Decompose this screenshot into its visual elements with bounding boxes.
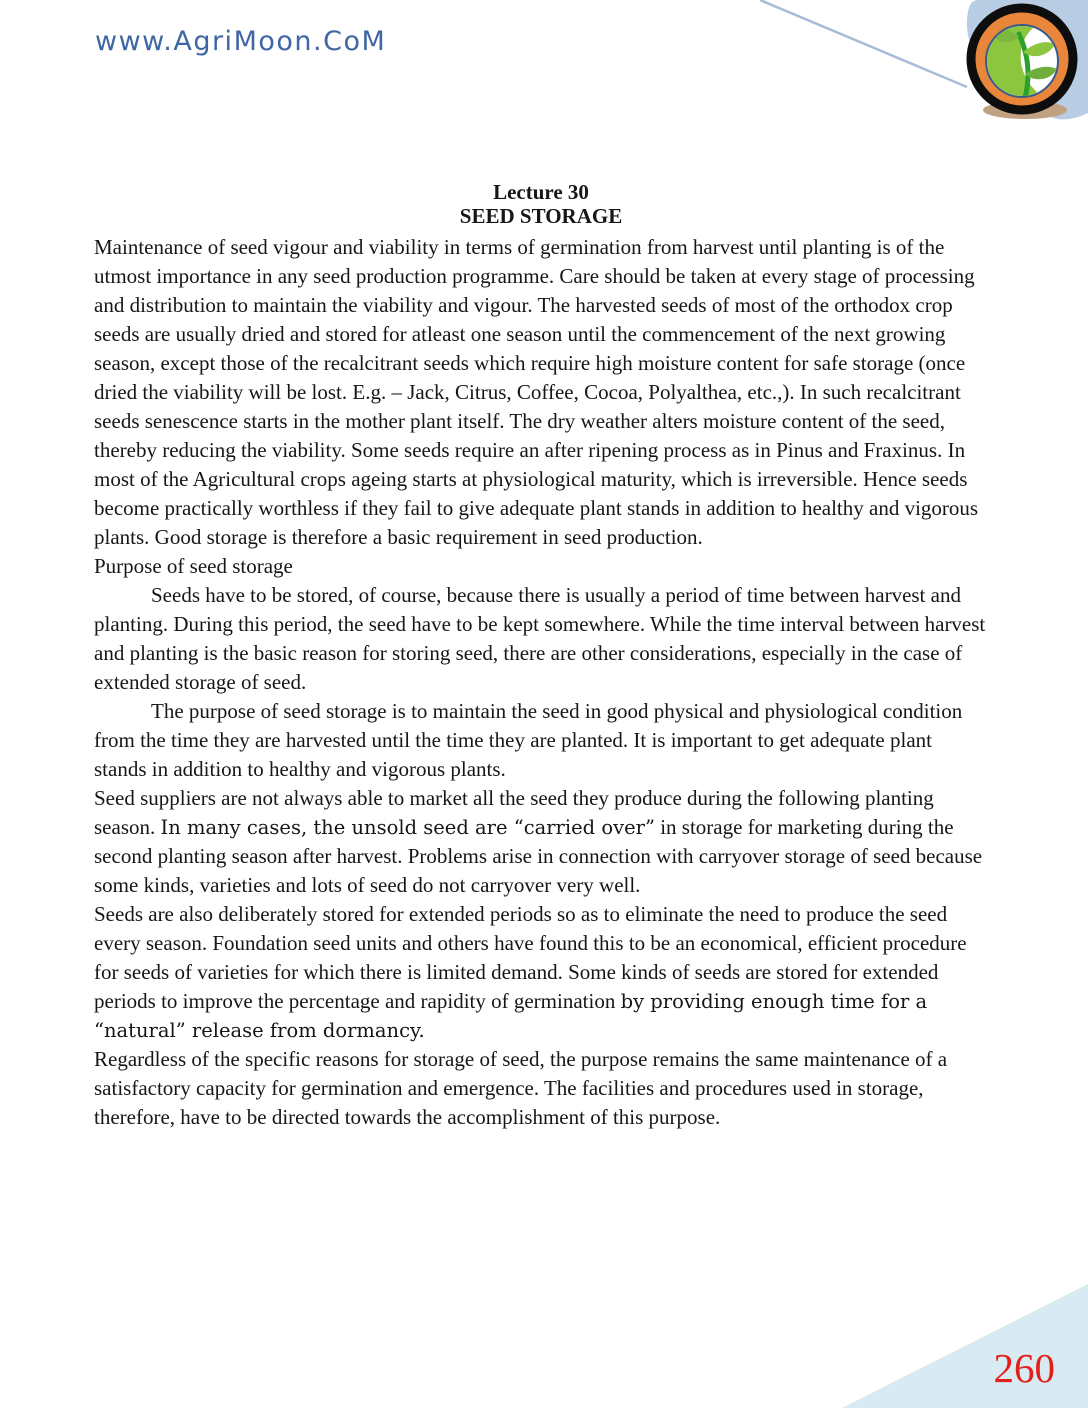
paragraph-segment: Maintenance of seed vigour and viability in terms of germination from harvest until planting is of the utmost importance in any seed production programme. Care should be taken at every stage of processing and distribution to maintain the viability and vigour. The harvested seeds of most of the orthodox crop seeds are usually dried and stored for atleast one season until the commencement of the next growing season, except those of the recalcitrant seeds which require high moisture content for safe storage (once dried the viability will be lost. E.g. – Jack, Citrus, Coffee, Cocoa, Polyalthea, etc.,). In such recalcitrant seeds senescence starts in the mother plant itself. The dry weather alters moisture content of the seed, thereby reducing the viability. Some seeds require an after ripening process as in Pinus and Fraxinus. In most of the Agricultural crops ageing starts at physiological maturity, which is irreversible. Hence seeds become practically worthless if they fail to give adequate plant stands in addition to healthy and vigorous plants. Good storage is therefore a basic requirement in seed production. xyxy=(94,235,979,549)
paragraph-segment-alt-font: by providing enough time for a “natural” release from dormancy. xyxy=(94,990,928,1042)
paragraph-segment: Purpose of seed storage xyxy=(94,554,293,578)
document-content xyxy=(94,180,988,1132)
paragraph-segment: Regardless of the specific reasons for storage of seed, the purpose remains the same maintenance of a satisfactory capacity for germination and emergence. The facilities and procedures used in storage, therefore, have to be directed towards the accomplishment of this purpose. xyxy=(94,1047,948,1129)
paragraph xyxy=(94,697,988,784)
paragraph-segment-alt-font: In many cases, the unsold seed are “carried over” xyxy=(160,816,655,839)
paragraph-segment: Seed suppliers are not always able to market all the seed they produce during the following planting season. xyxy=(94,786,934,839)
paragraph-segment: in storage for marketing during the second planting season after harvest. Problems arise in connection with carryover storage of seed because some kinds, varieties and lots of seed do not carryover very well. xyxy=(94,815,983,897)
diagonal-line-decoration xyxy=(0,0,1088,140)
page-title: SEED STORAGE xyxy=(459,204,623,228)
paragraph xyxy=(94,900,988,1045)
paragraph-segment: The purpose of seed storage is to maintain the seed in good physical and physiological condition from the time they are harvested until the time they are planted. It is important to get adequate plant stands in addition to healthy and vigorous plants. xyxy=(94,699,963,781)
paragraph xyxy=(94,784,988,900)
paragraph xyxy=(94,1045,988,1132)
lecture-title: Lecture 30 xyxy=(493,180,589,204)
paragraph-segment: Seeds are also deliberately stored for extended periods so as to eliminate the need to produce the seed every season. Foundation seed units and others have found this to be an economical, efficient procedure for seeds of varieties for which there is limited demand. Some kinds of seeds are stored for extended periods to improve the percentage and rapidity of germination xyxy=(94,902,967,1013)
paragraph xyxy=(94,233,988,552)
paragraph xyxy=(94,581,988,697)
paragraph xyxy=(94,552,988,581)
watermark-text: www.AgriMoon.CoM xyxy=(95,26,387,57)
paragraph-segment: Seeds have to be stored, of course, because there is usually a period of time between harvest and planting. During this period, the seed have to be kept somewhere. While the time interval between harvest and planting is the basic reason for storing seed, there are other considerations, especially in the case of extended storage of seed. xyxy=(94,583,986,694)
page-number: 260 xyxy=(993,1345,1055,1391)
document-body xyxy=(94,233,988,1132)
agrimoon-logo-icon xyxy=(955,0,1088,133)
